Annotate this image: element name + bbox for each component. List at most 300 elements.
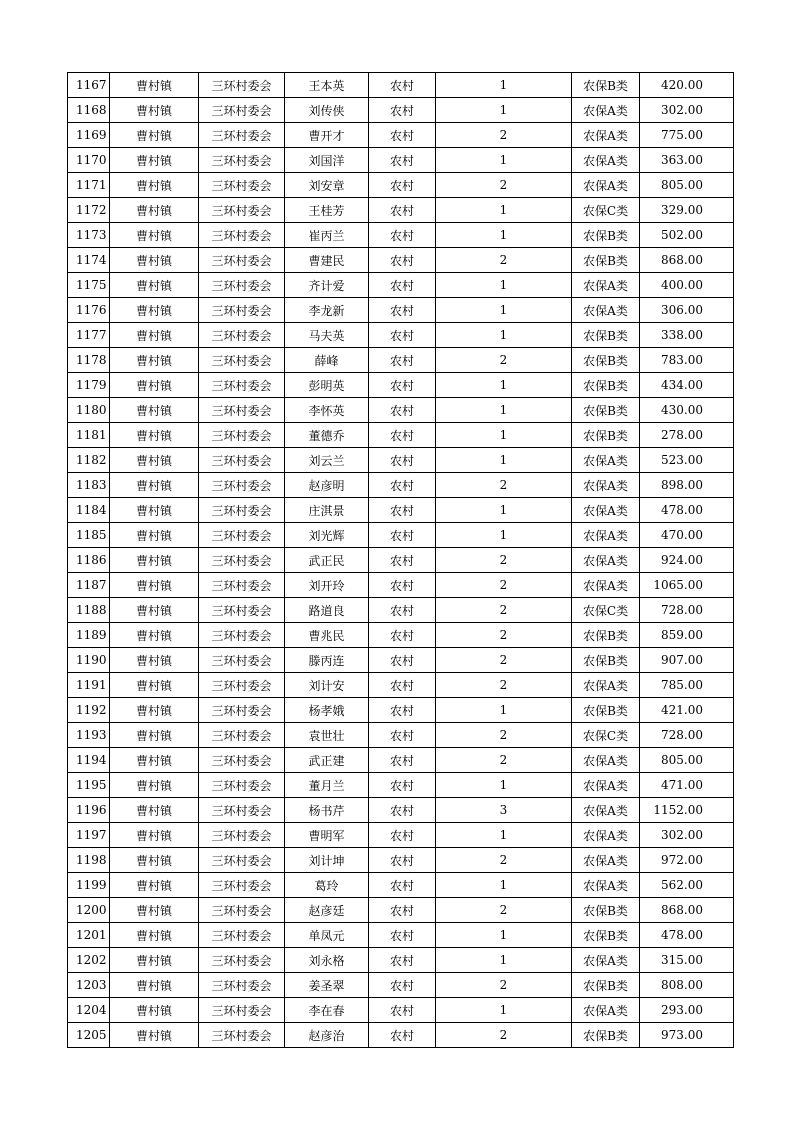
village-cell: 三环村委会 [199, 673, 285, 698]
amount-cell: 293.00 [640, 998, 734, 1023]
amount-cell: 338.00 [640, 323, 734, 348]
row-number-cell: 1191 [68, 673, 110, 698]
row-number-cell: 1204 [68, 998, 110, 1023]
village-cell: 三环村委会 [199, 298, 285, 323]
table-row [68, 323, 734, 348]
household-type-cell: 农村 [369, 873, 436, 898]
household-type-cell: 农村 [369, 123, 436, 148]
persons-cell: 2 [436, 648, 572, 673]
household-type-cell: 农村 [369, 823, 436, 848]
persons-cell: 1 [436, 523, 572, 548]
row-number-cell: 1199 [68, 873, 110, 898]
category-cell: 农保A类 [572, 998, 640, 1023]
category-cell: 农保A类 [572, 173, 640, 198]
data-table [67, 72, 734, 1048]
row-number-cell: 1193 [68, 723, 110, 748]
household-type-cell: 农村 [369, 198, 436, 223]
household-type-cell: 农村 [369, 298, 436, 323]
household-type-cell: 农村 [369, 523, 436, 548]
village-cell: 三环村委会 [199, 698, 285, 723]
amount-cell: 470.00 [640, 523, 734, 548]
village-cell: 三环村委会 [199, 923, 285, 948]
name-cell: 马夫英 [285, 323, 369, 348]
persons-cell: 1 [436, 923, 572, 948]
amount-cell: 430.00 [640, 398, 734, 423]
category-cell: 农保A类 [572, 123, 640, 148]
table-row [68, 448, 734, 473]
persons-cell: 1 [436, 773, 572, 798]
persons-cell: 2 [436, 973, 572, 998]
row-number-cell: 1185 [68, 523, 110, 548]
amount-cell: 523.00 [640, 448, 734, 473]
village-cell: 三环村委会 [199, 573, 285, 598]
category-cell: 农保B类 [572, 423, 640, 448]
village-cell: 三环村委会 [199, 823, 285, 848]
table-row [68, 348, 734, 373]
table-row [68, 98, 734, 123]
household-type-cell: 农村 [369, 498, 436, 523]
village-cell: 三环村委会 [199, 998, 285, 1023]
persons-cell: 2 [436, 248, 572, 273]
name-cell: 路道良 [285, 598, 369, 623]
town-cell: 曹村镇 [110, 673, 199, 698]
category-cell: 农保A类 [572, 498, 640, 523]
row-number-cell: 1177 [68, 323, 110, 348]
category-cell: 农保B类 [572, 348, 640, 373]
row-number-cell: 1167 [68, 73, 110, 98]
persons-cell: 2 [436, 548, 572, 573]
household-type-cell: 农村 [369, 548, 436, 573]
name-cell: 齐计爱 [285, 273, 369, 298]
category-cell: 农保A类 [572, 848, 640, 873]
town-cell: 曹村镇 [110, 298, 199, 323]
row-number-cell: 1172 [68, 198, 110, 223]
household-type-cell: 农村 [369, 648, 436, 673]
table-row [68, 73, 734, 98]
amount-cell: 805.00 [640, 748, 734, 773]
row-number-cell: 1202 [68, 948, 110, 973]
amount-cell: 1065.00 [640, 573, 734, 598]
household-type-cell: 农村 [369, 398, 436, 423]
village-cell: 三环村委会 [199, 98, 285, 123]
row-number-cell: 1192 [68, 698, 110, 723]
table-row [68, 923, 734, 948]
household-type-cell: 农村 [369, 898, 436, 923]
amount-cell: 420.00 [640, 73, 734, 98]
table-row [68, 723, 734, 748]
name-cell: 李在春 [285, 998, 369, 1023]
name-cell: 庄淇景 [285, 498, 369, 523]
village-cell: 三环村委会 [199, 598, 285, 623]
row-number-cell: 1198 [68, 848, 110, 873]
category-cell: 农保A类 [572, 548, 640, 573]
town-cell: 曹村镇 [110, 523, 199, 548]
amount-cell: 783.00 [640, 348, 734, 373]
amount-cell: 471.00 [640, 773, 734, 798]
persons-cell: 1 [436, 823, 572, 848]
persons-cell: 1 [436, 323, 572, 348]
town-cell: 曹村镇 [110, 223, 199, 248]
category-cell: 农保A类 [572, 673, 640, 698]
household-type-cell: 农村 [369, 923, 436, 948]
amount-cell: 363.00 [640, 148, 734, 173]
category-cell: 农保A类 [572, 798, 640, 823]
category-cell: 农保B类 [572, 398, 640, 423]
row-number-cell: 1187 [68, 573, 110, 598]
persons-cell: 1 [436, 448, 572, 473]
household-type-cell: 农村 [369, 148, 436, 173]
amount-cell: 868.00 [640, 248, 734, 273]
row-number-cell: 1194 [68, 748, 110, 773]
town-cell: 曹村镇 [110, 423, 199, 448]
category-cell: 农保A类 [572, 98, 640, 123]
amount-cell: 728.00 [640, 723, 734, 748]
village-cell: 三环村委会 [199, 748, 285, 773]
name-cell: 曹兆民 [285, 623, 369, 648]
table-row [68, 498, 734, 523]
category-cell: 农保B类 [572, 73, 640, 98]
household-type-cell: 农村 [369, 273, 436, 298]
household-type-cell: 农村 [369, 173, 436, 198]
village-cell: 三环村委会 [199, 73, 285, 98]
name-cell: 刘计安 [285, 673, 369, 698]
category-cell: 农保B类 [572, 248, 640, 273]
category-cell: 农保A类 [572, 448, 640, 473]
amount-cell: 973.00 [640, 1023, 734, 1048]
table-row [68, 173, 734, 198]
household-type-cell: 农村 [369, 73, 436, 98]
name-cell: 刘计坤 [285, 848, 369, 873]
village-cell: 三环村委会 [199, 373, 285, 398]
town-cell: 曹村镇 [110, 448, 199, 473]
village-cell: 三环村委会 [199, 848, 285, 873]
table-row [68, 123, 734, 148]
household-type-cell: 农村 [369, 1023, 436, 1048]
household-type-cell: 农村 [369, 948, 436, 973]
household-type-cell: 农村 [369, 798, 436, 823]
table-row [68, 398, 734, 423]
row-number-cell: 1188 [68, 598, 110, 623]
town-cell: 曹村镇 [110, 148, 199, 173]
table-row [68, 298, 734, 323]
row-number-cell: 1175 [68, 273, 110, 298]
town-cell: 曹村镇 [110, 1023, 199, 1048]
amount-cell: 808.00 [640, 973, 734, 998]
persons-cell: 2 [436, 348, 572, 373]
persons-cell: 1 [436, 498, 572, 523]
name-cell: 董月兰 [285, 773, 369, 798]
name-cell: 赵彦治 [285, 1023, 369, 1048]
village-cell: 三环村委会 [199, 198, 285, 223]
category-cell: 农保B类 [572, 923, 640, 948]
persons-cell: 2 [436, 1023, 572, 1048]
category-cell: 农保C类 [572, 723, 640, 748]
household-type-cell: 农村 [369, 748, 436, 773]
village-cell: 三环村委会 [199, 323, 285, 348]
household-type-cell: 农村 [369, 223, 436, 248]
amount-cell: 302.00 [640, 823, 734, 848]
category-cell: 农保A类 [572, 298, 640, 323]
amount-cell: 434.00 [640, 373, 734, 398]
village-cell: 三环村委会 [199, 648, 285, 673]
name-cell: 刘永格 [285, 948, 369, 973]
village-cell: 三环村委会 [199, 523, 285, 548]
amount-cell: 478.00 [640, 923, 734, 948]
name-cell: 李怀英 [285, 398, 369, 423]
amount-cell: 972.00 [640, 848, 734, 873]
amount-cell: 562.00 [640, 873, 734, 898]
amount-cell: 315.00 [640, 948, 734, 973]
name-cell: 崔丙兰 [285, 223, 369, 248]
household-type-cell: 农村 [369, 473, 436, 498]
village-cell: 三环村委会 [199, 423, 285, 448]
name-cell: 王桂芳 [285, 198, 369, 223]
amount-cell: 329.00 [640, 198, 734, 223]
amount-cell: 924.00 [640, 548, 734, 573]
village-cell: 三环村委会 [199, 473, 285, 498]
name-cell: 袁世壮 [285, 723, 369, 748]
persons-cell: 2 [436, 623, 572, 648]
table-row [68, 673, 734, 698]
category-cell: 农保A类 [572, 873, 640, 898]
persons-cell: 1 [436, 198, 572, 223]
persons-cell: 1 [436, 273, 572, 298]
name-cell: 滕丙连 [285, 648, 369, 673]
amount-cell: 907.00 [640, 648, 734, 673]
persons-cell: 2 [436, 473, 572, 498]
village-cell: 三环村委会 [199, 273, 285, 298]
town-cell: 曹村镇 [110, 473, 199, 498]
persons-cell: 2 [436, 573, 572, 598]
table-row [68, 148, 734, 173]
category-cell: 农保A类 [572, 273, 640, 298]
row-number-cell: 1179 [68, 373, 110, 398]
table-row [68, 798, 734, 823]
town-cell: 曹村镇 [110, 173, 199, 198]
household-type-cell: 农村 [369, 573, 436, 598]
village-cell: 三环村委会 [199, 348, 285, 373]
table-row [68, 248, 734, 273]
persons-cell: 2 [436, 173, 572, 198]
household-type-cell: 农村 [369, 698, 436, 723]
category-cell: 农保C类 [572, 598, 640, 623]
town-cell: 曹村镇 [110, 823, 199, 848]
row-number-cell: 1178 [68, 348, 110, 373]
amount-cell: 302.00 [640, 98, 734, 123]
village-cell: 三环村委会 [199, 123, 285, 148]
row-number-cell: 1195 [68, 773, 110, 798]
persons-cell: 1 [436, 398, 572, 423]
household-type-cell: 农村 [369, 423, 436, 448]
household-type-cell: 农村 [369, 248, 436, 273]
category-cell: 农保A类 [572, 773, 640, 798]
table-row [68, 273, 734, 298]
name-cell: 曹开才 [285, 123, 369, 148]
table-row [68, 523, 734, 548]
village-cell: 三环村委会 [199, 773, 285, 798]
persons-cell: 1 [436, 73, 572, 98]
amount-cell: 785.00 [640, 673, 734, 698]
category-cell: 农保B类 [572, 223, 640, 248]
village-cell: 三环村委会 [199, 448, 285, 473]
name-cell: 刘开玲 [285, 573, 369, 598]
persons-cell: 2 [436, 748, 572, 773]
name-cell: 赵彦明 [285, 473, 369, 498]
category-cell: 农保B类 [572, 973, 640, 998]
village-cell: 三环村委会 [199, 948, 285, 973]
row-number-cell: 1182 [68, 448, 110, 473]
row-number-cell: 1171 [68, 173, 110, 198]
table-row [68, 873, 734, 898]
town-cell: 曹村镇 [110, 398, 199, 423]
name-cell: 曹明军 [285, 823, 369, 848]
row-number-cell: 1205 [68, 1023, 110, 1048]
name-cell: 葛玲 [285, 873, 369, 898]
town-cell: 曹村镇 [110, 323, 199, 348]
household-type-cell: 农村 [369, 598, 436, 623]
household-type-cell: 农村 [369, 448, 436, 473]
category-cell: 农保A类 [572, 148, 640, 173]
category-cell: 农保A类 [572, 823, 640, 848]
table-row [68, 823, 734, 848]
village-cell: 三环村委会 [199, 973, 285, 998]
amount-cell: 400.00 [640, 273, 734, 298]
household-type-cell: 农村 [369, 998, 436, 1023]
village-cell: 三环村委会 [199, 873, 285, 898]
village-cell: 三环村委会 [199, 248, 285, 273]
category-cell: 农保A类 [572, 948, 640, 973]
category-cell: 农保B类 [572, 323, 640, 348]
row-number-cell: 1180 [68, 398, 110, 423]
row-number-cell: 1196 [68, 798, 110, 823]
town-cell: 曹村镇 [110, 598, 199, 623]
name-cell: 武正建 [285, 748, 369, 773]
village-cell: 三环村委会 [199, 498, 285, 523]
name-cell: 彭明英 [285, 373, 369, 398]
table-row [68, 573, 734, 598]
table-row [68, 373, 734, 398]
category-cell: 农保B类 [572, 698, 640, 723]
amount-cell: 898.00 [640, 473, 734, 498]
village-cell: 三环村委会 [199, 898, 285, 923]
row-number-cell: 1184 [68, 498, 110, 523]
table-body [68, 73, 734, 1048]
category-cell: 农保B类 [572, 898, 640, 923]
table-row [68, 848, 734, 873]
row-number-cell: 1201 [68, 923, 110, 948]
row-number-cell: 1168 [68, 98, 110, 123]
town-cell: 曹村镇 [110, 98, 199, 123]
amount-cell: 421.00 [640, 698, 734, 723]
household-type-cell: 农村 [369, 723, 436, 748]
town-cell: 曹村镇 [110, 248, 199, 273]
village-cell: 三环村委会 [199, 623, 285, 648]
household-type-cell: 农村 [369, 773, 436, 798]
persons-cell: 1 [436, 698, 572, 723]
town-cell: 曹村镇 [110, 948, 199, 973]
town-cell: 曹村镇 [110, 573, 199, 598]
table-row [68, 648, 734, 673]
name-cell: 武正民 [285, 548, 369, 573]
household-type-cell: 农村 [369, 623, 436, 648]
persons-cell: 2 [436, 598, 572, 623]
amount-cell: 805.00 [640, 173, 734, 198]
name-cell: 杨孝娥 [285, 698, 369, 723]
persons-cell: 1 [436, 998, 572, 1023]
town-cell: 曹村镇 [110, 798, 199, 823]
row-number-cell: 1186 [68, 548, 110, 573]
persons-cell: 2 [436, 848, 572, 873]
town-cell: 曹村镇 [110, 498, 199, 523]
village-cell: 三环村委会 [199, 798, 285, 823]
persons-cell: 2 [436, 723, 572, 748]
category-cell: 农保A类 [572, 523, 640, 548]
persons-cell: 2 [436, 898, 572, 923]
town-cell: 曹村镇 [110, 898, 199, 923]
amount-cell: 1152.00 [640, 798, 734, 823]
table-row [68, 623, 734, 648]
household-type-cell: 农村 [369, 98, 436, 123]
village-cell: 三环村委会 [199, 1023, 285, 1048]
name-cell: 刘传侠 [285, 98, 369, 123]
persons-cell: 1 [436, 223, 572, 248]
table-row [68, 748, 734, 773]
amount-cell: 502.00 [640, 223, 734, 248]
household-type-cell: 农村 [369, 848, 436, 873]
village-cell: 三环村委会 [199, 398, 285, 423]
row-number-cell: 1203 [68, 973, 110, 998]
category-cell: 农保B类 [572, 1023, 640, 1048]
town-cell: 曹村镇 [110, 923, 199, 948]
amount-cell: 478.00 [640, 498, 734, 523]
town-cell: 曹村镇 [110, 273, 199, 298]
town-cell: 曹村镇 [110, 548, 199, 573]
persons-cell: 1 [436, 373, 572, 398]
village-cell: 三环村委会 [199, 223, 285, 248]
village-cell: 三环村委会 [199, 548, 285, 573]
row-number-cell: 1200 [68, 898, 110, 923]
table-row [68, 198, 734, 223]
name-cell: 刘安章 [285, 173, 369, 198]
row-number-cell: 1169 [68, 123, 110, 148]
town-cell: 曹村镇 [110, 873, 199, 898]
name-cell: 董德乔 [285, 423, 369, 448]
category-cell: 农保B类 [572, 648, 640, 673]
amount-cell: 859.00 [640, 623, 734, 648]
name-cell: 曹建民 [285, 248, 369, 273]
town-cell: 曹村镇 [110, 698, 199, 723]
category-cell: 农保B类 [572, 623, 640, 648]
persons-cell: 1 [436, 298, 572, 323]
household-type-cell: 农村 [369, 323, 436, 348]
category-cell: 农保C类 [572, 198, 640, 223]
row-number-cell: 1183 [68, 473, 110, 498]
row-number-cell: 1197 [68, 823, 110, 848]
persons-cell: 3 [436, 798, 572, 823]
amount-cell: 306.00 [640, 298, 734, 323]
persons-cell: 2 [436, 673, 572, 698]
table-row [68, 423, 734, 448]
town-cell: 曹村镇 [110, 973, 199, 998]
row-number-cell: 1170 [68, 148, 110, 173]
category-cell: 农保A类 [572, 473, 640, 498]
amount-cell: 775.00 [640, 123, 734, 148]
persons-cell: 1 [436, 873, 572, 898]
name-cell: 单凤元 [285, 923, 369, 948]
persons-cell: 1 [436, 98, 572, 123]
table-row [68, 1023, 734, 1048]
town-cell: 曹村镇 [110, 198, 199, 223]
